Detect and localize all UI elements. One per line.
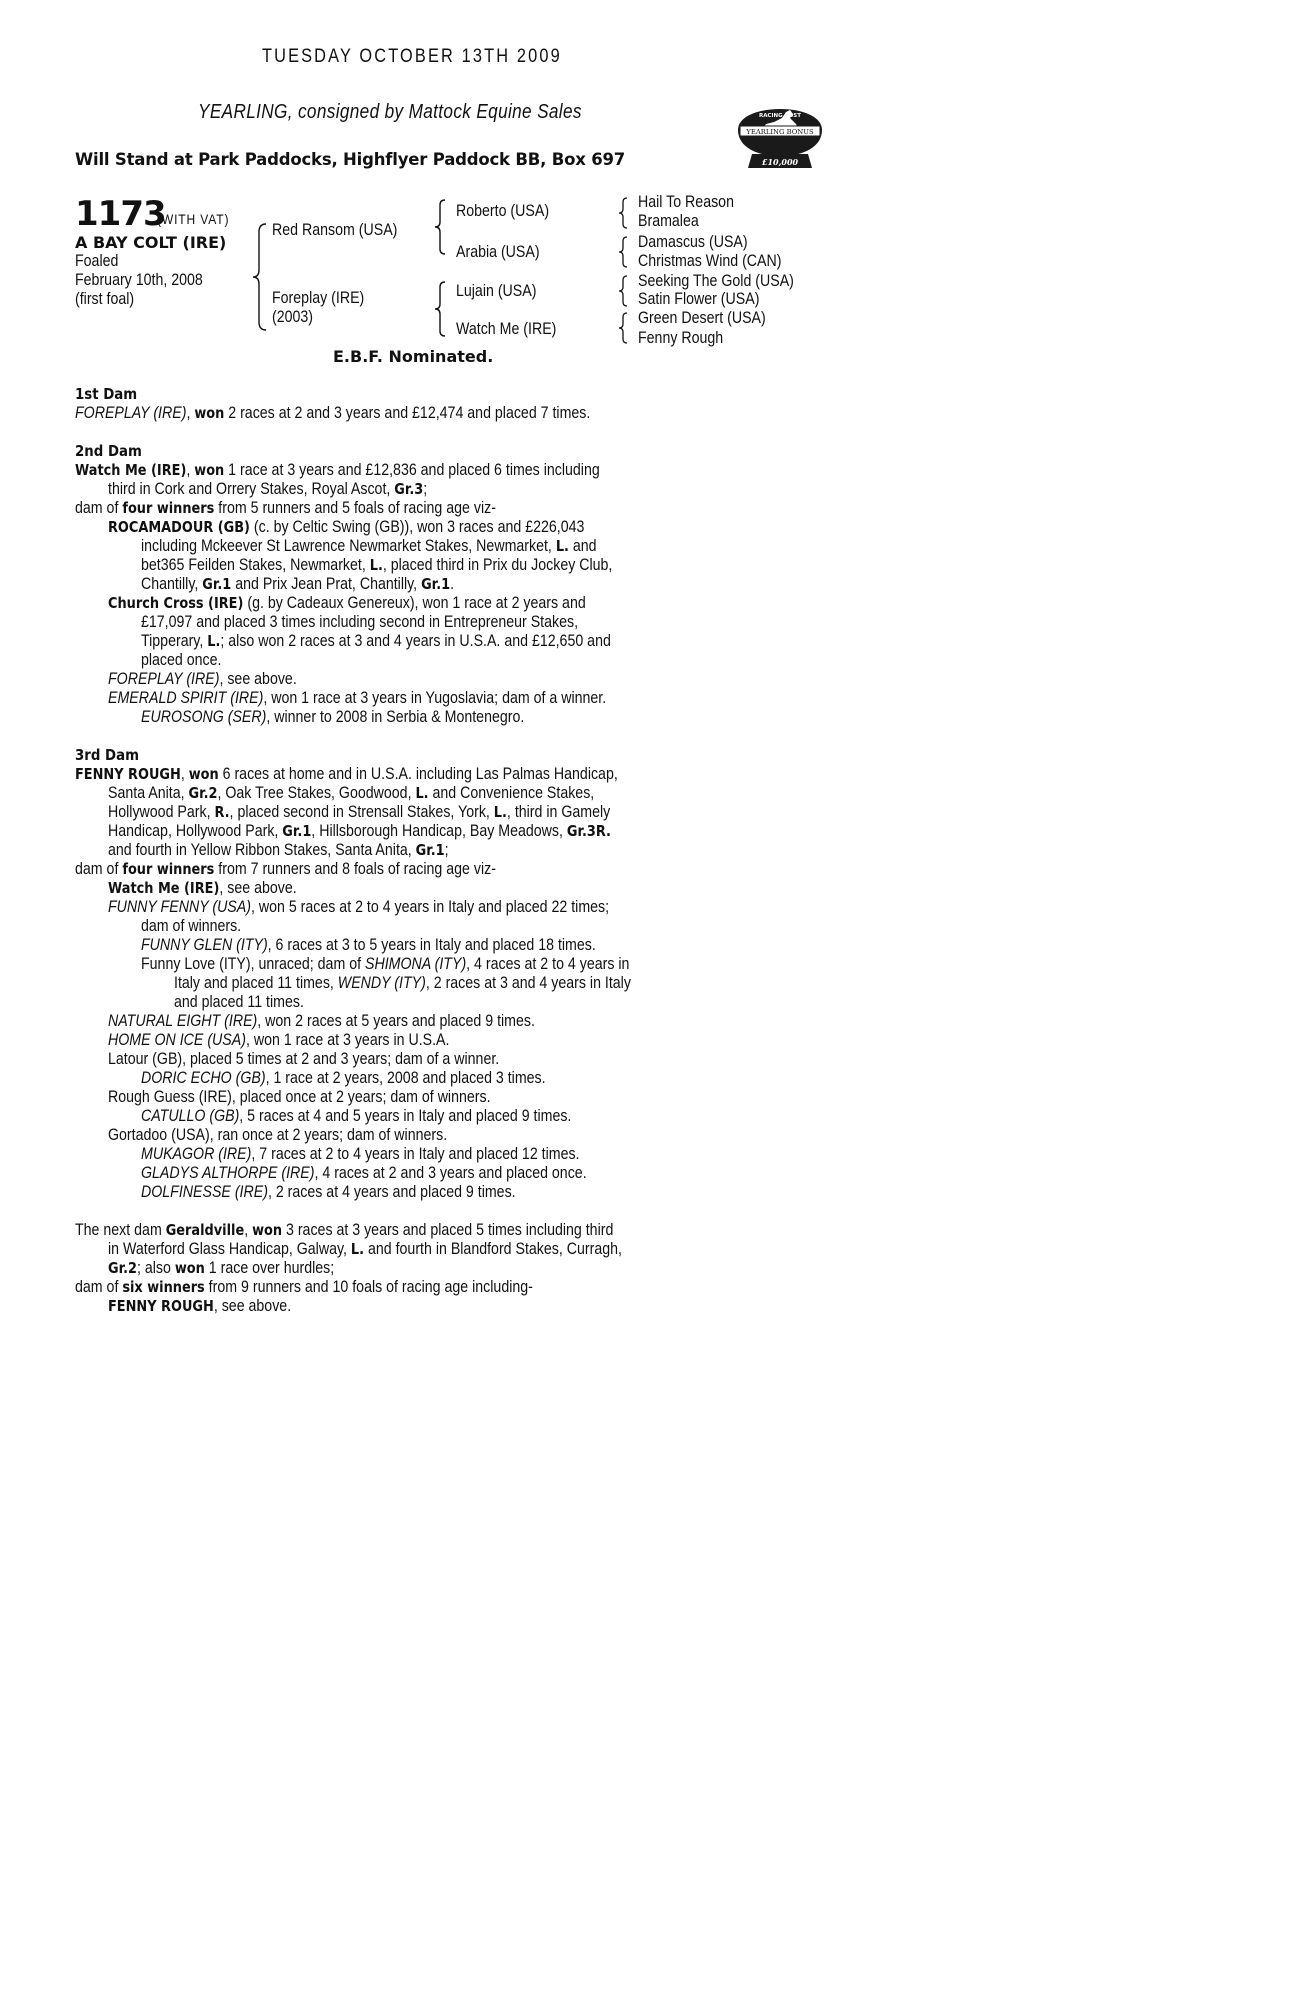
text-run: and placed 11 times. [174,993,304,1011]
bold-text: Gr.2 [188,784,218,802]
text-run: , 4 races at 2 to 4 years in [466,955,630,973]
text-run: Hollywood Park, [108,803,215,821]
text-run: placed once. [141,651,222,669]
text-line [75,1183,755,1202]
text-line [75,860,755,879]
text-run: . [450,575,455,593]
bold-text: FENNY ROUGH [108,1297,214,1315]
text-line-content [75,860,496,879]
text-run: , [180,765,189,783]
text-run: and Prix Jean Prat, Chantilly, [231,575,422,593]
text-run: , see above. [219,670,297,688]
bold-text: won [194,404,225,422]
bold-text: Gr.1 [282,822,312,840]
text-line-content [75,461,600,480]
text-line-content [108,1259,334,1278]
text-line [75,746,755,765]
bold-text: L. [350,1240,365,1258]
pedigree-brace-main [250,222,270,332]
bold-text: L. [207,632,221,650]
pedigree-ss: Roberto (USA) [456,202,550,220]
section-heading: 3rd Dam [75,746,139,764]
text-run: Italy and placed 11 times, [174,974,338,992]
text-line [75,955,755,974]
text-line [75,537,755,556]
text-run: Santa Anita, [108,784,189,802]
text-line-content [108,1012,535,1031]
text-line-content [108,670,297,689]
text-run: 1 race over hurdles; [204,1259,335,1277]
bold-text: four winners [122,499,215,517]
pedigree-sss: Hail To Reason [638,193,734,211]
pedigree-sd: Arabia (USA) [456,243,540,261]
text-line-content [174,993,304,1012]
text-run: bet365 Feilden Stakes, Newmarket, [141,556,370,574]
text-line-content [141,1183,516,1202]
italic-text: DOLFINESSE (IRE) [141,1183,268,1201]
bold-text: Geraldville [165,1221,245,1239]
text-run: , 7 races at 2 to 4 years in Italy and placed 12 times. [251,1145,580,1163]
bold-text: Gr.1 [421,575,451,593]
text-line [75,1297,755,1316]
text-run: third in Cork and Orrery Stakes, Royal Ascot, [108,480,395,498]
text-line [75,841,755,860]
text-line [75,803,755,822]
pedigree-sire: Red Ransom (USA) [272,221,398,239]
sale-date: TUESDAY OCTOBER 13TH 2009 [262,46,562,67]
bold-text: R. [214,803,230,821]
text-line [75,594,755,613]
text-run: Tipperary, [141,632,208,650]
text-run: and fourth in Yellow Ribbon Stakes, Santa Anita, [108,841,416,859]
text-run: Funny Love (ITY), unraced; dam of [141,955,366,973]
text-run: , Hillsborough Handicap, Bay Meadows, [311,822,567,840]
section-gap [75,423,755,442]
text-line [75,480,755,499]
text-line [75,708,755,727]
text-run: , see above. [213,1297,292,1315]
text-line-content [108,1126,447,1145]
text-run: , [186,461,195,479]
bold-text: Watch Me (IRE) [108,879,220,897]
svg-text:£10,000: £10,000 [761,157,799,167]
text-line [75,1164,755,1183]
text-line-content [141,708,524,727]
bold-text: L. [369,556,383,574]
text-line [75,670,755,689]
text-run: Chantilly, [141,575,203,593]
pedigree-ddd: Fenny Rough [638,329,724,347]
text-line [75,1221,755,1240]
text-line [75,1278,755,1297]
text-line [75,1240,755,1259]
text-line-content [108,1088,491,1107]
text-run: , third in Gamely [506,803,611,821]
text-line-content [75,765,618,784]
text-line [75,404,755,423]
bold-text: L. [415,784,429,802]
text-line-content [75,385,137,404]
text-run: 3 races at 3 years and placed 5 times including third [282,1221,614,1239]
foaled-label: Foaled [75,252,119,270]
lot-number: 1173 [75,194,166,234]
pedigree-dss: Seeking The Gold (USA) [638,272,794,290]
text-line-content [141,1069,546,1088]
text-line [75,442,755,461]
text-line-content [108,1297,291,1316]
bold-text: L. [493,803,507,821]
pedigree-dam: Foreplay (IRE) [272,289,365,307]
text-line-content [108,1240,622,1259]
text-line [75,1107,755,1126]
text-line [75,1012,755,1031]
section-gap [75,1202,755,1221]
text-run: , Oak Tree Stakes, Goodwood, [217,784,416,802]
italic-text: SHIMONA (ITY) [365,955,467,973]
text-run: , 2 races at 4 years and placed 9 times. [267,1183,516,1201]
text-run: in Waterford Glass Handicap, Galway, [108,1240,351,1258]
text-line [75,1050,755,1069]
text-run: 1 race at 3 years and £12,836 and placed 6 times including [224,461,600,479]
text-line-content [141,1164,587,1183]
text-run: from 7 runners and 8 foals of racing age viz- [214,860,496,878]
text-line-content [141,575,454,594]
text-run: and [568,537,597,555]
text-run: Gortadoo (USA), ran once at 2 years; dam of winners. [108,1126,448,1144]
text-line [75,1088,755,1107]
text-line-content [108,898,609,917]
italic-text: EMERALD SPIRIT (IRE) [108,689,264,707]
bold-text: L. [555,537,569,555]
italic-text: DORIC ECHO (GB) [141,1069,266,1087]
italic-text: FOREPLAY (IRE) [108,670,220,688]
bold-text: won [188,765,219,783]
section-gap [75,727,755,746]
text-run: including Mckeever St Lawrence Newmarket Stakes, Newmarket, [141,537,556,555]
pedigree-dsd: Satin Flower (USA) [638,290,760,308]
text-line-content [108,879,297,898]
text-run: 2 races at 2 and 3 years and £12,474 and placed 7 times. [224,404,591,422]
text-run: dam of [75,1278,123,1296]
text-run: and fourth in Blandford Stakes, Curragh, [364,1240,622,1258]
text-line [75,1069,755,1088]
text-run: , won 1 race at 3 years in U.S.A. [245,1031,450,1049]
text-line-content [75,442,142,461]
text-run: , [244,1221,253,1239]
text-run: (g. by Cadeaux Genereux), won 1 race at 2 years and [243,594,586,612]
pedigree-dd: Watch Me (IRE) [456,320,557,338]
pedigree-brace-sire [432,198,448,256]
text-line [75,651,755,670]
foaled-date: February 10th, 2008 [75,271,203,289]
text-line [75,974,755,993]
text-run: The next dam [75,1221,166,1239]
section-heading: 1st Dam [75,385,138,403]
text-line [75,613,755,632]
text-line-content [108,518,584,537]
bold-text: six winners [122,1278,205,1296]
text-line-content [141,632,611,651]
italic-text: MUKAGOR (IRE) [141,1145,252,1163]
bold-text: Gr.1 [415,841,445,859]
text-run: , 4 races at 2 and 3 years and placed once. [314,1164,587,1182]
text-line-content [108,822,611,841]
text-line [75,1259,755,1278]
pedigree-brace-ds [616,274,630,308]
text-run: (c. by Celtic Swing (GB)), won 3 races and £226,043 [249,518,585,536]
pedigree-dam-year: (2003) [272,308,314,326]
text-line [75,556,755,575]
pedigree-notes [75,385,755,1316]
text-line-content [108,594,586,613]
bold-text: won [174,1259,205,1277]
pedigree-brace-dd [616,311,630,345]
text-run: , won 2 races at 5 years and placed 9 times. [257,1012,535,1030]
text-line [75,917,755,936]
foal-note: (first foal) [75,290,135,308]
text-line-content [141,556,612,575]
svg-text:YEARLING BONUS: YEARLING BONUS [746,128,814,136]
text-line [75,689,755,708]
text-line [75,575,755,594]
text-run: , 1 race at 2 years, 2008 and placed 3 times. [265,1069,546,1087]
text-line [75,879,755,898]
pedigree-sds: Damascus (USA) [638,233,748,251]
bold-text: Gr.3 [394,480,424,498]
text-line-content [141,936,596,955]
text-run: Latour (GB), placed 5 times at 2 and 3 years; dam of a winner. [108,1050,500,1068]
pedigree-sdd: Christmas Wind (CAN) [638,252,782,270]
text-run: £17,097 and placed 3 times including second in Entrepreneur Stakes, [141,613,579,631]
text-run: , 2 races at 3 and 4 years in Italy [425,974,631,992]
text-run: 6 races at home and in U.S.A. including Las Palmas Handicap, [218,765,618,783]
text-run: dam of winners. [141,917,242,935]
horse-description: A BAY COLT (IRE) [75,233,227,252]
text-line-content [141,651,221,670]
text-line-content [108,784,594,803]
text-line-content [108,803,610,822]
text-line-content [141,537,597,556]
text-run: , 5 races at 4 and 5 years in Italy and placed 9 times. [239,1107,572,1125]
text-line-content [75,1221,613,1240]
stabling-location: Will Stand at Park Paddocks, Highflyer Paddock BB, Box 697 [75,150,626,169]
text-run: ; also won 2 races at 3 and 4 years in U.S.A. and £12,650 and [220,632,611,650]
italic-text: CATULLO (GB) [141,1107,240,1125]
text-line-content [141,1107,571,1126]
text-line [75,1126,755,1145]
bold-text: Gr.3R. [566,822,611,840]
italic-text: GLADYS ALTHORPE (IRE) [141,1164,315,1182]
text-line [75,1031,755,1050]
text-run: dam of [75,860,123,878]
text-line [75,936,755,955]
italic-text: HOME ON ICE (USA) [108,1031,246,1049]
italic-text: NATURAL EIGHT (IRE) [108,1012,258,1030]
pedigree-brace-ss [616,196,630,230]
bold-text: Gr.2 [108,1259,137,1277]
yearling-bonus-badge [730,88,830,170]
bold-text: Gr.1 [202,575,232,593]
italic-text: FUNNY FENNY (USA) [108,898,251,916]
text-line-content [75,746,139,765]
bold-text: Watch Me (IRE) [75,461,187,479]
italic-text: FUNNY GLEN (ITY) [141,936,268,954]
text-line-content [141,1145,580,1164]
text-run: from 9 runners and 10 foals of racing age including- [204,1278,533,1296]
text-line-content [108,689,606,708]
text-line [75,632,755,651]
pedigree-ssd: Bramalea [638,212,699,230]
text-line [75,765,755,784]
section-heading: 2nd Dam [75,442,142,460]
text-line [75,898,755,917]
bold-text: FENNY ROUGH [75,765,181,783]
pedigree-brace-sd [616,235,630,269]
text-run: Handicap, Hollywood Park, [108,822,283,840]
pedigree-brace-dam [432,280,448,338]
text-run: , see above. [219,879,297,897]
consignor-line: YEARLING, consigned by Mattock Equine Sales [198,101,582,123]
text-line-content [141,613,578,632]
text-line [75,385,755,404]
text-line-content [141,917,241,936]
text-run: and Convenience Stakes, [428,784,595,802]
svg-text:RACING POST: RACING POST [758,113,802,119]
italic-text: EUROSONG (SER) [141,708,267,726]
text-run: dam of [75,499,123,517]
ebf-nomination: E.B.F. Nominated. [333,347,494,366]
bold-text: won [194,461,225,479]
text-run: , placed third in Prix du Jockey Club, [382,556,613,574]
italic-text: FOREPLAY (IRE) [75,404,187,422]
text-line-content [141,955,629,974]
text-run: , won 5 races at 2 to 4 years in Italy and placed 22 times; [250,898,610,916]
text-run: , winner to 2008 in Serbia & Montenegro. [266,708,525,726]
text-line [75,822,755,841]
text-line [75,784,755,803]
text-run: , 6 races at 3 to 5 years in Italy and placed 18 times. [267,936,596,954]
pedigree-ds: Lujain (USA) [456,282,537,300]
text-line [75,518,755,537]
text-run: from 5 runners and 5 foals of racing age viz- [214,499,496,517]
text-line-content [108,1031,449,1050]
text-line-content [75,499,496,518]
text-line-content [75,1278,533,1297]
text-line-content [108,480,427,499]
bold-text: ROCAMADOUR (GB) [108,518,250,536]
italic-text: WENDY (ITY) [337,974,426,992]
text-run: ; [444,841,449,859]
vat-note: (WITH VAT) [157,211,230,227]
text-line [75,993,755,1012]
text-line-content [174,974,631,993]
text-line-content [108,1050,499,1069]
text-line [75,499,755,518]
text-run: ; [423,480,428,498]
text-run: , won 1 race at 3 years in Yugoslavia; dam of a winner. [263,689,607,707]
text-line-content [75,404,590,423]
text-line [75,1145,755,1164]
text-run: , [186,404,195,422]
text-line [75,461,755,480]
text-run: ; also [136,1259,175,1277]
pedigree-dds: Green Desert (USA) [638,309,766,327]
bold-text: four winners [122,860,215,878]
bold-text: Church Cross (IRE) [108,594,244,612]
text-run: , placed second in Strensall Stakes, York, [229,803,494,821]
text-run: Rough Guess (IRE), placed once at 2 years; dam of winners. [108,1088,491,1106]
text-line-content [108,841,449,860]
bold-text: won [252,1221,283,1239]
